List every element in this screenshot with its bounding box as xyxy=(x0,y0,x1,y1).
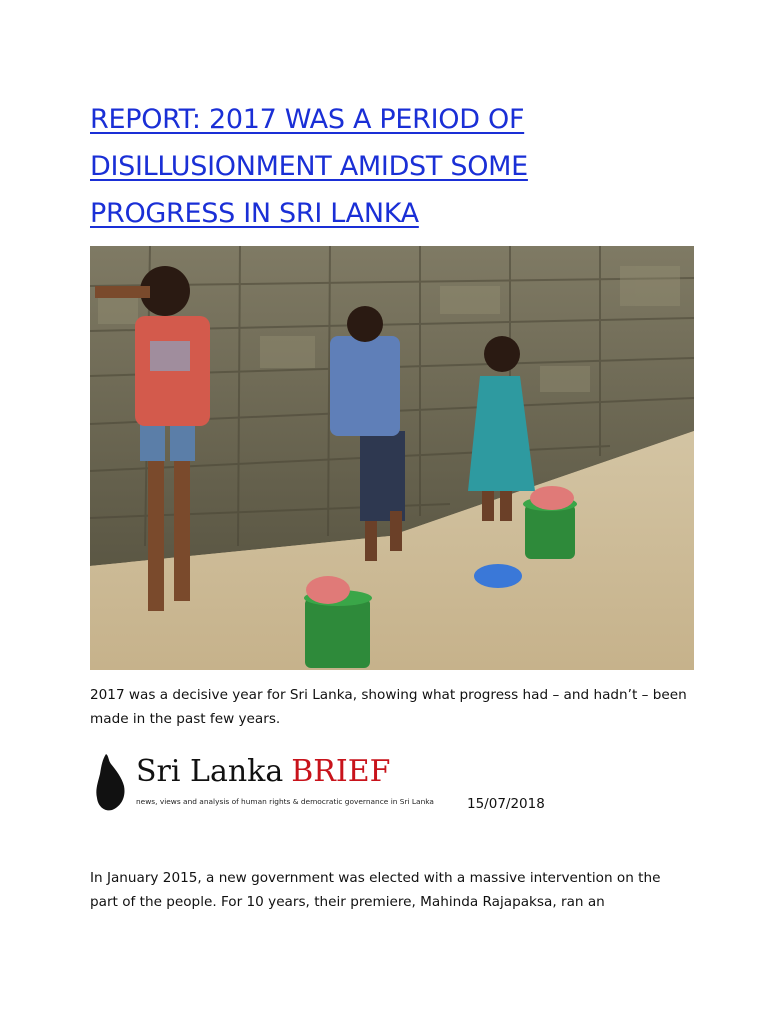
article-title-link[interactable] xyxy=(90,96,690,237)
publish-date: 15/07/2018 xyxy=(467,796,545,812)
brand-tagline: news, views and analysis of human rights & democratic governance in Sri Lanka xyxy=(136,797,434,806)
photo-caption: 2017 was a decisive year for Sri Lanka, showing what progress had – and hadn’t – been made in the past few years. xyxy=(90,687,687,727)
article-title xyxy=(90,96,690,237)
title-line-2: DISILLUSIONMENT AMIDST SOME xyxy=(90,151,528,182)
sri-lanka-map-icon xyxy=(92,752,128,812)
brand-name-brief: BRIEF xyxy=(291,754,391,789)
title-line-1: REPORT: 2017 WAS A PERIOD OF xyxy=(90,104,525,135)
title-line-3: PROGRESS IN SRI LANKA xyxy=(90,198,419,229)
sri-lanka-brief-logo[interactable] xyxy=(92,752,572,816)
article-body-paragraph: In January 2015, a new government was elected with a massive intervention on the part of the people. For 10 years, their premiere, Mahinda Rajapaksa, ran an xyxy=(90,870,661,910)
brand-name xyxy=(136,752,390,792)
brand-name-sri-lanka: Sri Lanka xyxy=(136,754,284,789)
article-photo xyxy=(90,246,694,670)
